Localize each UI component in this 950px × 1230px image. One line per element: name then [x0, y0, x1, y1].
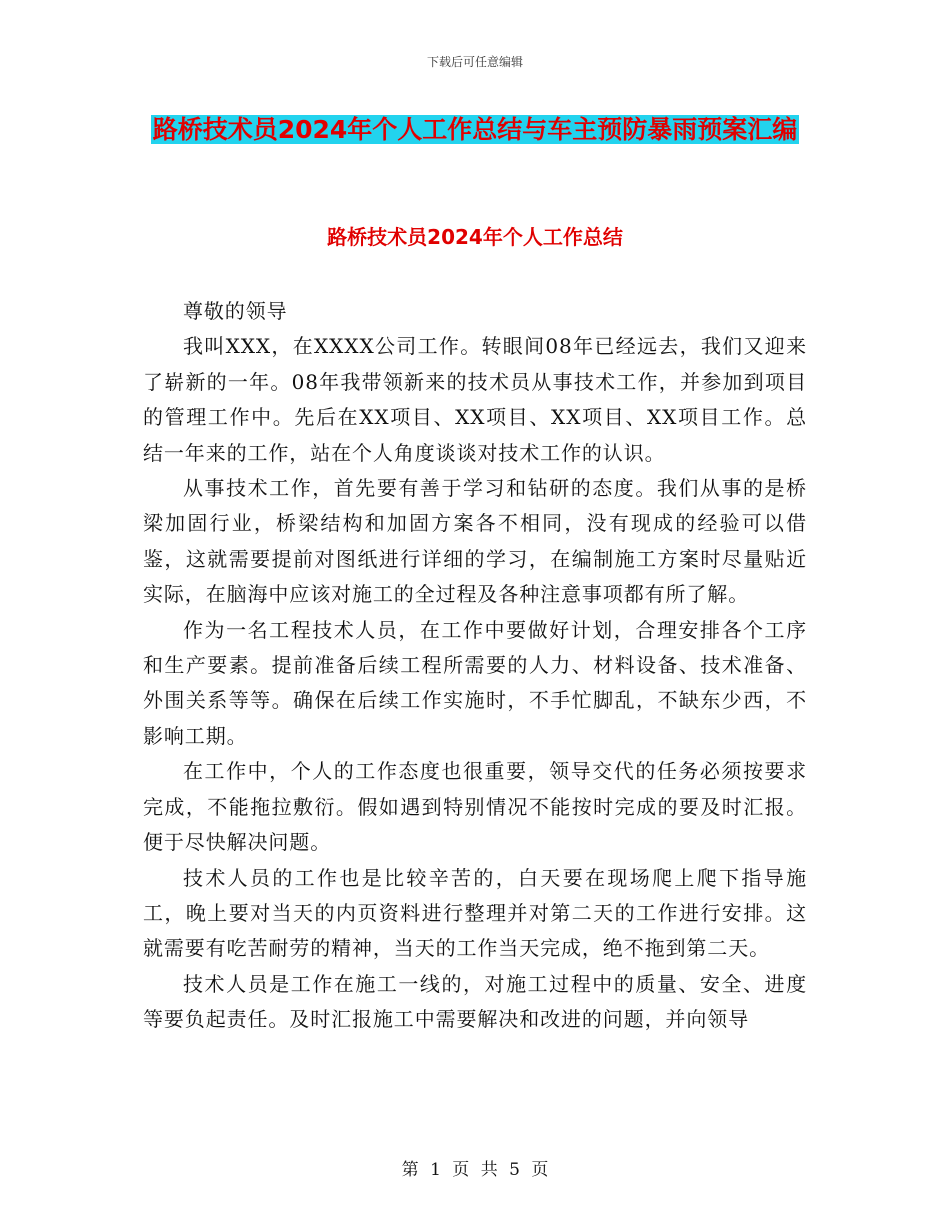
- page-number-footer: 第 1 页 共 5 页: [401, 1160, 549, 1180]
- paragraph: 技术人员的工作也是比较辛苦的，白天要在现场爬上爬下指导施工，晚上要对当天的内页资料进行整理并对第二天的工作进行安排。这就需要有吃苦耐劳的精神，当天的工作当天完成，绝不拖到第二天。: [143, 865, 807, 961]
- paragraph: 我叫XXX，在XXXX公司工作。转眼间08年已经远去，我们又迎来了崭新的一年。08年我带领新来的技术员从事技术工作，并参加到项目的管理工作中。先后在XX项目、XX项目、XX项目、XX项目工作。总结一年来的工作，站在个人角度谈谈对技术工作的认识。: [143, 334, 807, 465]
- document-title: [140, 108, 810, 152]
- paragraph: 技术人员是工作在施工一线的，对施工过程中的质量、安全、进度等要负起责任。及时汇报施工中需要解决和改进的问题，并向领导: [143, 971, 807, 1032]
- salutation: 尊敬的领导: [183, 299, 288, 323]
- document-body: [143, 294, 807, 1038]
- section-title: 路桥技术员2024年个人工作总结: [327, 225, 623, 249]
- paragraph: 从事技术工作，首先要有善于学习和钻研的态度。我们从事的是桥梁加固行业，桥梁结构和加固方案各不相同，没有现成的经验可以借鉴，这就需要提前对图纸进行详细的学习，在编制施工方案时尽量贴近实际，在脑海中应该对施工的全过程及各种注意事项都有所了解。: [143, 476, 807, 607]
- paragraph: 作为一名工程技术人员，在工作中要做好计划，合理安排各个工序和生产要素。提前准备后续工程所需要的人力、材料设备、技术准备、外围关系等等。确保在后续工作实施时，不手忙脚乱，不缺东少西，不影响工期。: [143, 617, 807, 748]
- document-title-highlight: 路桥技术员2024年个人工作总结与车主预防暴雨预案汇编: [152, 115, 798, 144]
- header-note: 下载后可任意编辑: [426, 55, 523, 69]
- paragraph: 在工作中，个人的工作态度也很重要，领导交代的任务必须按要求完成，不能拖拉敷衍。假如遇到特别情况不能按时完成的要及时汇报。便于尽快解决问题。: [143, 759, 807, 855]
